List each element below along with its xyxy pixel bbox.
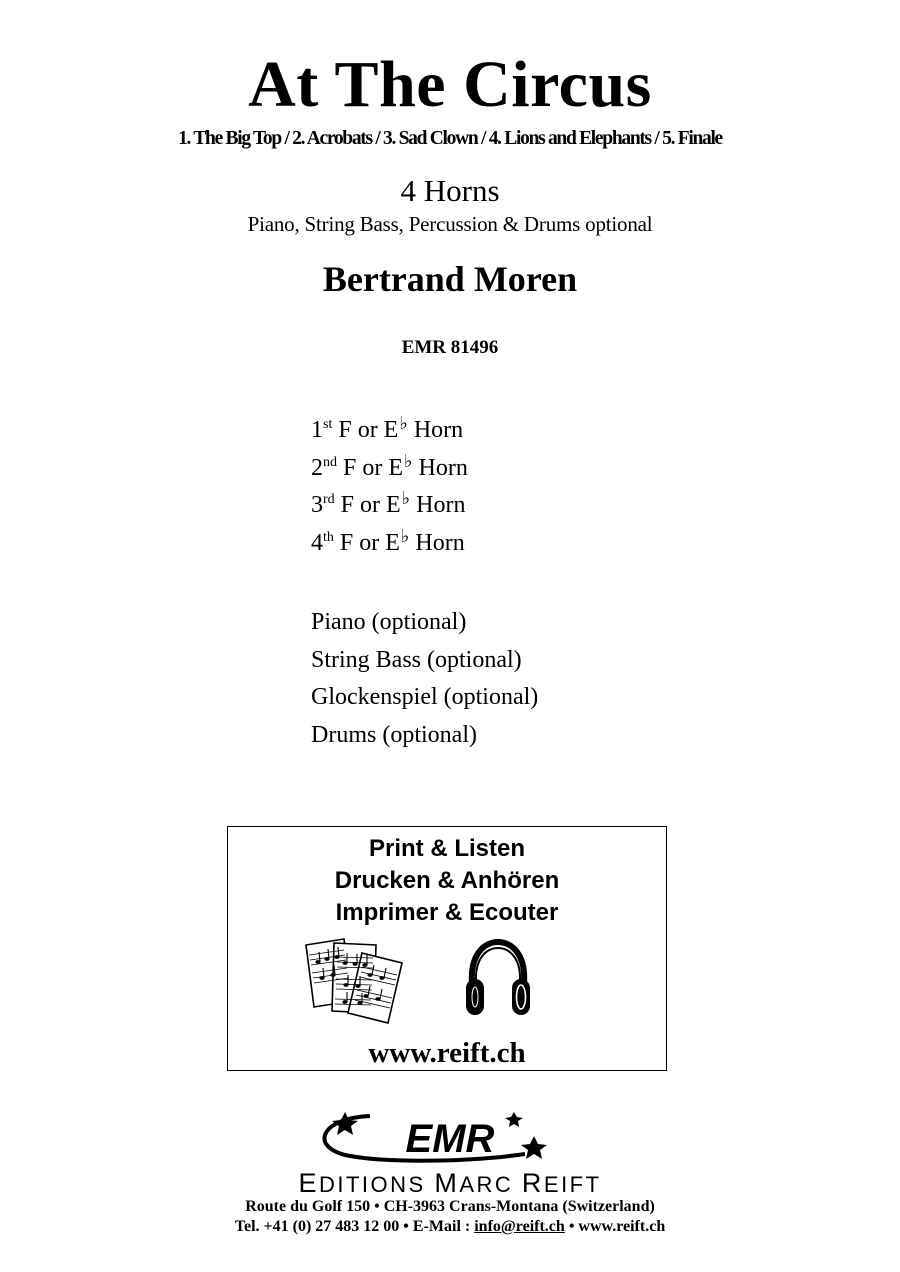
- email-link[interactable]: info@reift.ch: [474, 1218, 565, 1235]
- optional-parts-list: [311, 604, 538, 755]
- flat-sign-icon: ♭: [401, 488, 411, 509]
- horn-part-1: 1st F or E♭ Horn: [311, 413, 464, 443]
- sheet-music-icon: [300, 935, 412, 1025]
- print-listen-fr: Imprimer & Ecouter: [335, 899, 559, 926]
- flat-sign-icon: ♭: [400, 526, 410, 547]
- horn-part-4: 4th F or E♭ Horn: [311, 526, 465, 557]
- headphones-icon: [464, 937, 532, 1023]
- website-link[interactable]: www.reift.ch: [368, 1037, 526, 1069]
- composer-name: Bertrand Moren: [322, 259, 578, 299]
- optional-part-piano: Piano (optional): [311, 609, 467, 635]
- optional-part-string-bass: String Bass (optional): [311, 646, 522, 673]
- publisher-address: Route du Golf 150 • CH-3963 Crans-Montana (Switzerland): [245, 1198, 655, 1215]
- movement-list: 1. The Big Top / 2. Acrobats / 3. Sad Clown / 4. Lions and Elephants / 5. Finale: [178, 128, 722, 149]
- piece-title: At The Circus: [248, 48, 652, 121]
- optional-instruments-line: Piano, String Bass, Percussion & Drums optional: [247, 212, 653, 236]
- print-listen-box: [227, 826, 667, 1071]
- emr-logo: [300, 1108, 600, 1168]
- horn-parts-list: [311, 412, 468, 563]
- ensemble-label: 4 Horns: [400, 173, 500, 208]
- optional-part-drums: Drums (optional): [311, 722, 477, 749]
- horn-part-3: 3rd F or E♭ Horn: [311, 488, 466, 519]
- publisher-contact: Tel. +41 (0) 27 483 12 00 • E-Mail : info@reift.ch • www.reift.ch: [234, 1218, 666, 1235]
- catalog-number: EMR 81496: [401, 337, 499, 358]
- flat-sign-icon: ♭: [404, 450, 413, 471]
- horn-part-2: 2nd F or E♭ Horn: [311, 450, 468, 481]
- print-listen-de: Drucken & Anhören: [334, 867, 560, 894]
- optional-part-glockenspiel: Glockenspiel (optional): [311, 684, 539, 711]
- flat-sign-icon: ♭: [399, 413, 408, 433]
- print-listen-en: Print & Listen: [368, 835, 525, 862]
- emr-logo-text: EMR: [405, 1117, 495, 1161]
- publisher-name: EDITIONS MARC REIFT: [298, 1168, 602, 1198]
